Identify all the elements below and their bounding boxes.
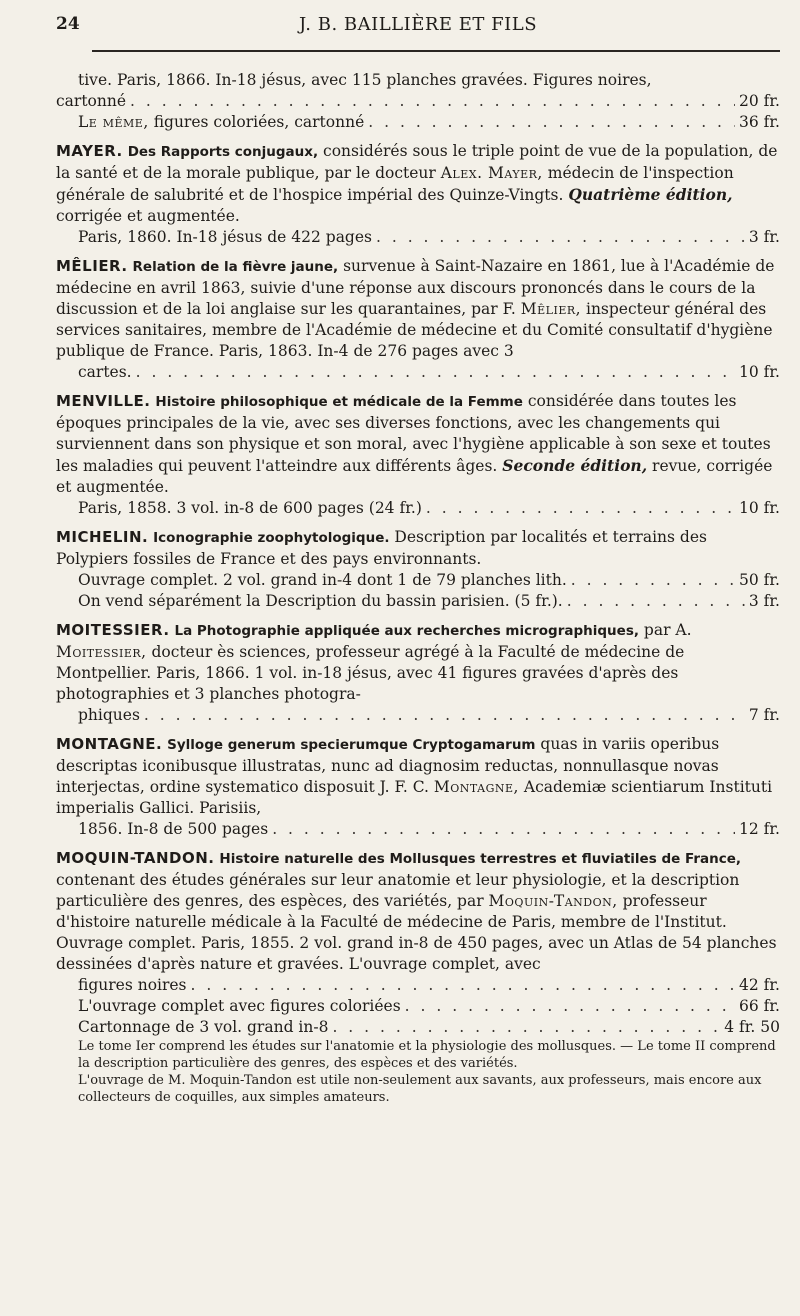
leader-dots: [272, 819, 735, 840]
leader-dots: [405, 996, 735, 1017]
leader-dots: [376, 227, 745, 248]
catalog-entry-melier: [56, 256, 780, 383]
edition: Seconde édition,: [502, 456, 648, 475]
price: 50 fr.: [738, 571, 780, 589]
price: 3 fr.: [748, 228, 780, 246]
catalog-entry-mayer: [56, 141, 780, 248]
price: 66 fr.: [738, 997, 780, 1015]
author-name: MONTAGNE.: [56, 735, 163, 753]
price-label: L'ouvrage complet avec figures coloriées: [78, 997, 401, 1015]
price: 3 fr.: [748, 592, 780, 610]
entry-text: considérés sous le triple point de vue de la population, de la santé et de la morale publique, par le docteur: [56, 142, 778, 182]
page-header: [56, 8, 780, 52]
author-name: MICHELIN.: [56, 528, 149, 546]
price-label: figures noires: [78, 976, 187, 994]
price-line: [56, 1017, 780, 1038]
footnote: Le tome Ier comprend les études sur l'anatomie et la physiologie des mollusques. — Le tome II comprend la description particulière des genres, des espèces et des variétés.: [78, 1039, 776, 1071]
price-line: [56, 819, 780, 840]
book-title: Relation de la fièvre jaune,: [132, 259, 339, 275]
price-line: [56, 498, 780, 519]
price-line: [56, 996, 780, 1017]
entry-body: [56, 141, 780, 227]
entry-text: corrigée et augmentée.: [56, 207, 240, 225]
author-name: MÊLIER.: [56, 257, 128, 275]
price: 12 fr.: [738, 820, 780, 838]
price-line: [56, 91, 780, 112]
entry-text: médecin de l'inspection générale de salubrité et de l'hospice impérial des Quinze-Vingts.: [56, 164, 734, 204]
author-name: MENVILLE.: [56, 392, 151, 410]
price: 20 fr.: [738, 92, 780, 110]
leader-dots: [567, 591, 745, 612]
catalog-entries: [56, 70, 780, 1114]
price-label: Cartonnage de 3 vol. grand in-8: [78, 1018, 329, 1036]
entry-body: [56, 848, 780, 975]
price: 36 fr.: [738, 113, 780, 131]
footnote: L'ouvrage de M. Moquin-Tandon est utile non-seulement aux savants, aux professeurs, mais encore aux collecteurs de coquilles, aux simples amateurs.: [78, 1073, 762, 1105]
price-label: cartes.: [78, 363, 132, 381]
author-smallcaps: Alex. Mayer,: [440, 164, 543, 182]
entry-body: [56, 527, 780, 570]
author-smallcaps: Moitessier,: [56, 643, 147, 661]
price-label: 1856. In-8 de 500 pages: [78, 820, 269, 838]
book-title: Des Rapports conjugaux,: [127, 144, 319, 160]
entry-text: tive. Paris, 1866. In-18 jésus, avec 115 planches gravées. Figures noires,: [78, 71, 652, 89]
entry-text: contenant des études générales sur leur anatomie et leur physiologie, et la description particulière des genres, des espèces, des variétés, par: [56, 871, 740, 910]
leader-dots: [191, 975, 735, 996]
author-smallcaps: Le même,: [78, 113, 149, 131]
entry-body: [56, 391, 780, 498]
price-label: cartonné: [56, 92, 127, 110]
price-label-text: figures coloriées, cartonné: [148, 113, 365, 131]
page-number: 24: [56, 14, 80, 34]
entry-body: [56, 256, 780, 362]
entry-text: professeur d'histoire naturelle médicale à la Faculté de médecine de Paris, membre de l'Institut. Ouvrage complet. Paris, 1855. 2 vol. grand in-8 de 450 pages, avec un Atlas de 54 planches dessinées d'après nature et gravées. L'ouvrage complet, avec: [56, 892, 777, 973]
entry-text: Academiæ scientiarum Instituti imperialis Gallici. Parisiis,: [56, 778, 773, 817]
price-line: [56, 570, 780, 591]
catalog-entry-continuation: [56, 70, 780, 133]
entry-text: survenue à Saint-Nazaire en 1861, lue à l'Académie de médecine en avril 1863, suivie d'une réponse aux discours prononcés dans le cours de la discussion et de la loi anglaise sur les quarantaines, par F.: [56, 257, 775, 318]
book-title: Iconographie zoophytologique.: [153, 530, 390, 546]
price: 10 fr.: [738, 499, 780, 517]
price-label: [78, 112, 364, 133]
price-label: phiques: [78, 706, 140, 724]
catalog-entry-michelin: [56, 527, 780, 612]
price-label: Paris, 1858. 3 vol. in-8 de 600 pages (24 fr.): [78, 499, 422, 517]
catalog-entry-moitessier: [56, 620, 780, 726]
price-line: [56, 705, 780, 726]
price: 4 fr. 50: [724, 1018, 780, 1036]
leader-dots: [368, 112, 735, 133]
entry-body: [56, 734, 780, 819]
author-name: MAYER.: [56, 142, 123, 160]
entry-text: docteur ès sciences, professeur agrégé à la Faculté de médecine de Montpellier. Paris, 1866. 1 vol. in-18 jésus, avec 41 figures gravées d'après des photographies et 3 planches photogra-: [56, 643, 685, 703]
price-label: Paris, 1860. In-18 jésus de 422 pages: [78, 228, 372, 246]
book-title: La Photographie appliquée aux recherches micrographiques,: [174, 623, 639, 639]
price-line: [56, 362, 780, 383]
header-rule: [92, 50, 780, 52]
price-label: Ouvrage complet. 2 vol. grand in-4 dont 1 de 79 planches lith.: [78, 571, 567, 589]
price-line: [56, 112, 780, 133]
leader-dots: [144, 705, 745, 726]
author-name: MOITESSIER.: [56, 621, 170, 639]
catalog-entry-moquin-tandon: [56, 848, 780, 1106]
leader-dots: [426, 498, 735, 519]
running-head: J. B. BAILLIÈRE ET FILS: [298, 14, 538, 35]
entry-text: considérée dans toutes les époques principales de la vie, avec ses diverses fonctions, avec les changements qui surviennent dans son physique et son moral, avec l'hygiène applicable à son sexe et toutes les maladies qui peuvent l'atteindre aux différents âges.: [56, 392, 771, 475]
author-smallcaps: Montagne,: [433, 778, 519, 796]
edition: Quatrième édition,: [568, 185, 733, 204]
entry-text: par A.: [639, 621, 692, 639]
price-line: [56, 591, 780, 612]
price: 10 fr.: [738, 363, 780, 381]
book-title: Histoire philosophique et médicale de la Femme: [155, 394, 523, 410]
entry-body: [56, 620, 780, 705]
price: 42 fr.: [738, 976, 780, 994]
leader-dots: [332, 1017, 720, 1038]
entry-text: quas in variis operibus descriptas iconibusque illustratas, nunc ad diagnosim reductas, nonnullasque novas interjectas, ordine systematico disposuit J. F. C.: [56, 735, 720, 796]
catalog-entry-montagne: [56, 734, 780, 840]
author-smallcaps: Moquin-Tandon,: [488, 892, 618, 910]
leader-dots: [136, 362, 735, 383]
entry-text: inspecteur général des services sanitaires, membre de l'Académie de médecine et du Comité consultatif d'hygiène publique de France. Paris, 1863. In-4 de 276 pages avec 3: [56, 300, 773, 360]
author-name: MOQUIN-TANDON.: [56, 849, 215, 867]
book-title: Sylloge generum specierumque Cryptogamarum: [167, 737, 536, 753]
book-title: Histoire naturelle des Mollusques terrestres et fluviatiles de France,: [219, 851, 741, 867]
entry-text: revue, corrigée et augmentée.: [56, 457, 773, 496]
price: 7 fr.: [748, 706, 780, 724]
price-line: [56, 227, 780, 248]
price-label: On vend séparément la Description du bassin parisien. (5 fr.).: [78, 592, 563, 610]
entry-text: Description par localités et terrains des Polypiers fossiles de France et des pays environnants.: [56, 528, 707, 568]
catalog-entry-menville: [56, 391, 780, 519]
price-line: [56, 975, 780, 996]
author-smallcaps: Mêlier,: [520, 300, 582, 318]
leader-dots: [130, 91, 735, 112]
leader-dots: [571, 570, 735, 591]
